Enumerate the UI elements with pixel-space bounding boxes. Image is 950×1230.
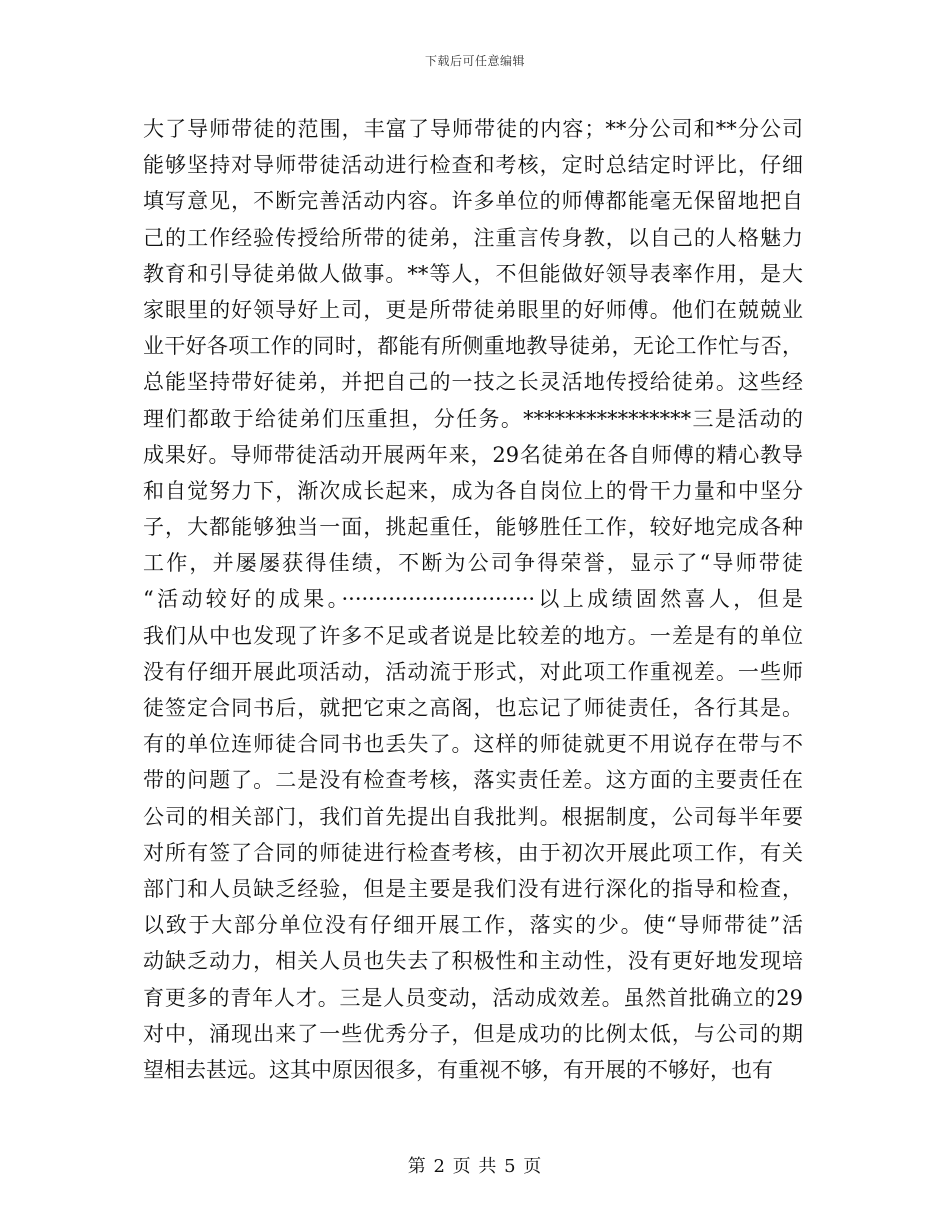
body-line: 公司的相关部门，我们首先提出自我批判。根据制度，公司每半年要 [143, 804, 803, 829]
body-line: 理们都敢于给徒弟们压重担，分任务。****************三是活动的 [143, 406, 803, 431]
body-line: 大了导师带徒的范围，丰富了导师带徒的内容；**分公司和**分公司 [143, 117, 803, 141]
document-body [143, 111, 803, 1088]
body-line: 以致于大部分单位没有仔细开展工作，落实的少。使“导师带徒”活 [143, 913, 803, 938]
body-line: 我们从中也发现了许多不足或者说是比较差的地方。一差是有的单位 [143, 623, 803, 648]
body-line: 总能坚持带好徒弟，并把自己的一技之长灵活地传授给徒弟。这些经 [143, 370, 803, 395]
body-line: 没有仔细开展此项活动，活动流于形式，对此项工作重视差。一些师 [143, 659, 803, 684]
body-line: 动缺乏动力，相关人员也失去了积极性和主动性，没有更好地发现培 [143, 949, 803, 974]
body-line: 成果好。导师带徒活动开展两年来，29名徒弟在各自师傅的精心教导 [143, 442, 803, 467]
body-line: 填写意见，不断完善活动内容。许多单位的师傅都能毫无保留地把自 [143, 189, 803, 214]
body-line: 工作，并屡屡获得佳绩，不断为公司争得荣誉，显示了“导师带徒 [143, 551, 803, 576]
page-number: 第 2 页 共 5 页 [407, 1156, 543, 1177]
body-line: 业干好各项工作的同时，都能有所侧重地教导徒弟，无论工作忙与否， [143, 334, 803, 359]
body-line: 部门和人员缺乏经验，但是主要是我们没有进行深化的指导和检查， [143, 876, 803, 901]
body-line: 和自觉努力下，渐次成长起来，成为各自岗位上的骨干力量和中坚分 [143, 478, 803, 503]
body-line: 对中，涌现出来了一些优秀分子，但是成功的比例太低，与公司的期 [143, 1021, 803, 1046]
body-line: “活动较好的成果。·····························以上成绩固然喜人，但是 [143, 587, 803, 612]
body-line: 家眼里的好领导好上司，更是所带徒弟眼里的好师傅。他们在兢兢业 [143, 297, 803, 322]
body-line: 徒签定合同书后，就把它束之高阁，也忘记了师徒责任，各行其是。 [143, 696, 803, 720]
body-line: 带的问题了。二是没有检查考核，落实责任差。这方面的主要责任在 [143, 768, 803, 793]
body-line: 有的单位连师徒合同书也丢失了。这样的师徒就更不用说存在带与不 [143, 732, 803, 757]
page-header: 下载后可任意编辑 [424, 54, 525, 68]
body-line: 对所有签了合同的师徒进行检查考核，由于初次开展此项工作，有关 [143, 840, 803, 865]
body-line: 子，大都能够独当一面，挑起重任，能够胜任工作，较好地完成各种 [143, 515, 803, 540]
body-line: 育更多的青年人才。三是人员变动，活动成效差。虽然首批确立的29 [143, 985, 803, 1010]
body-line: 能够坚持对导师带徒活动进行检查和考核，定时总结定时评比，仔细 [143, 153, 803, 178]
body-line: 己的工作经验传授给所带的徒弟，注重言传身教，以自己的人格魅力 [143, 225, 803, 250]
body-line: 教育和引导徒弟做人做事。**等人，不但能做好领导表率作用，是大 [143, 261, 803, 286]
body-line: 望相去甚远。这其中原因很多，有重视不够，有开展的不够好，也有 [143, 1057, 773, 1082]
